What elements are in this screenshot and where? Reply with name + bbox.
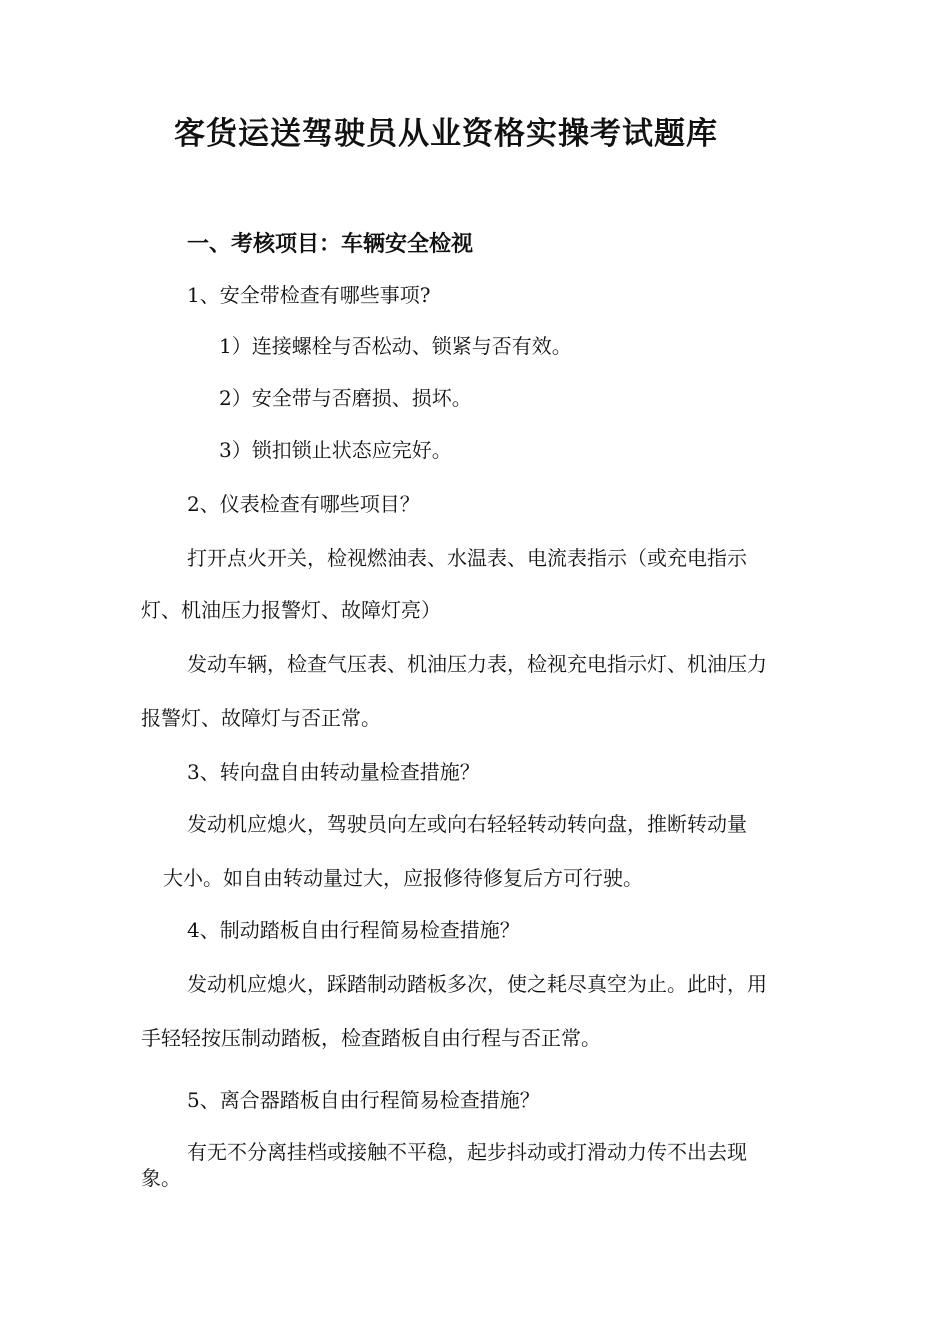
answer-4-line-1: 发动机应熄火，踩踏制动踏板多次，使之耗尽真空为止。此时，用 bbox=[187, 972, 767, 996]
document-title: 客货运送驾驶员从业资格实操考试题库 bbox=[174, 116, 718, 152]
section-heading: 一、考核项目：车辆安全检视 bbox=[187, 231, 474, 257]
answer-3-line-1: 发动机应熄火，驾驶员向左或向右轻轻转动转向盘，推断转动量 bbox=[187, 812, 747, 836]
answer-4-line-2: 手轻轻按压制动踏板，检查踏板自由行程与否正常。 bbox=[141, 1026, 601, 1050]
answer-1-2: 2）安全带与否磨损、损坏。 bbox=[219, 386, 472, 410]
question-2: 2、仪表检查有哪些项目？ bbox=[187, 492, 420, 516]
answer-2-2-line-1: 发动车辆，检查气压表、机油压力表，检视充电指示灯、机油压力 bbox=[187, 652, 767, 676]
answer-5-line-2: 象。 bbox=[141, 1166, 181, 1190]
question-4: 4、制动踏板自由行程简易检查措施？ bbox=[187, 918, 520, 942]
answer-3-line-2: 大小。如自由转动量过大，应报修待修复后方可行驶。 bbox=[163, 866, 643, 890]
answer-2-1-line-2: 灯、机油压力报警灯、故障灯亮） bbox=[141, 598, 441, 622]
question-5: 5、离合器踏板自由行程简易检查措施？ bbox=[187, 1088, 540, 1112]
answer-2-1-line-1: 打开点火开关，检视燃油表、水温表、电流表指示（或充电指示 bbox=[187, 546, 747, 570]
answer-1-3: 3）锁扣锁止状态应完好。 bbox=[219, 438, 452, 462]
question-1: 1、安全带检查有哪些事项? bbox=[187, 283, 431, 307]
answer-5-line-1: 有无不分离挂档或接触不平稳，起步抖动或打滑动力传不出去现 bbox=[187, 1140, 747, 1164]
question-3: 3、转向盘自由转动量检查措施？ bbox=[187, 760, 480, 784]
answer-2-2-line-2: 报警灯、故障灯与否正常。 bbox=[141, 706, 381, 730]
answer-1-1: 1）连接螺栓与否松动、锁紧与否有效。 bbox=[219, 334, 572, 358]
